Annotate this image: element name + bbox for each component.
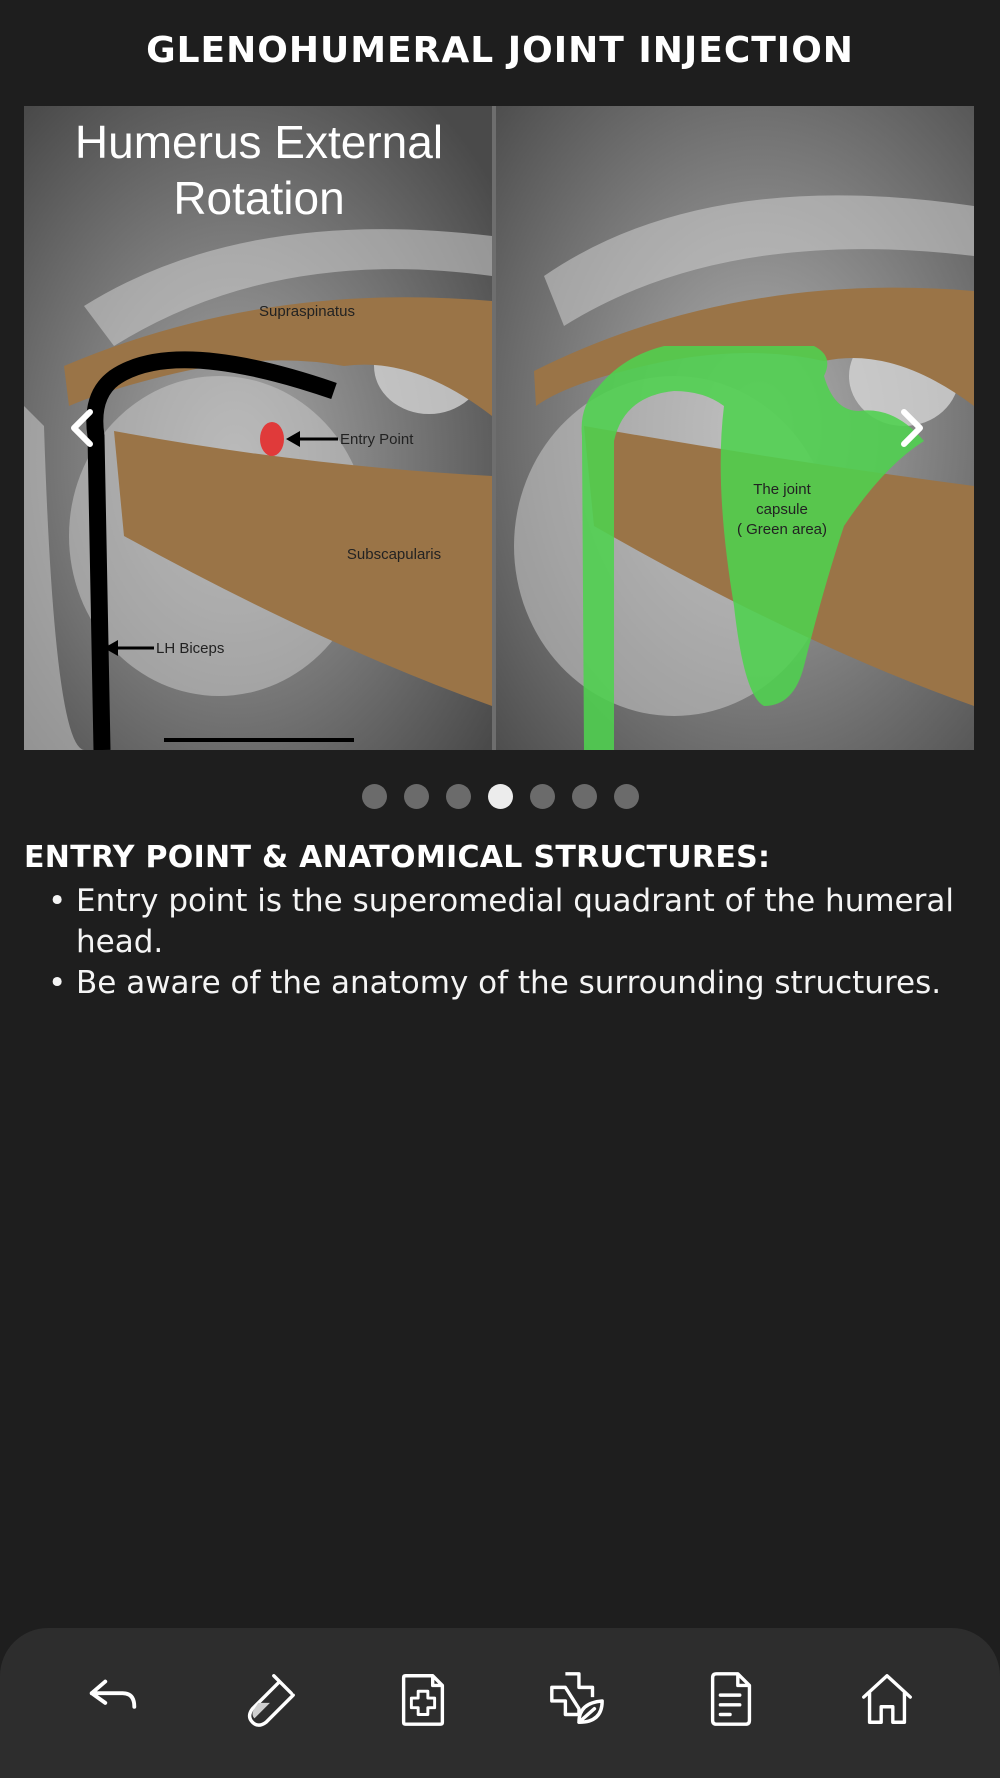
page-dot-3[interactable] (446, 784, 471, 809)
bullet-item (48, 963, 974, 1004)
notes-button[interactable] (692, 1659, 772, 1739)
bullet-list (24, 881, 974, 1004)
chevron-left-icon (66, 406, 98, 450)
subscapularis-label: Subscapularis (346, 546, 442, 563)
lh-biceps-label: LH Biceps (156, 640, 225, 657)
bullet-glyph: • (48, 883, 67, 919)
capsule-label-line1: The joint (753, 481, 811, 498)
next-slide-button[interactable] (890, 400, 934, 456)
test-tube-icon (237, 1668, 299, 1730)
page-dot-6[interactable] (572, 784, 597, 809)
capsule-label-line2: capsule (756, 501, 808, 518)
home-icon (856, 1668, 918, 1730)
page-dot-5[interactable] (530, 784, 555, 809)
page-dot-1[interactable] (362, 784, 387, 809)
document-icon (701, 1668, 763, 1730)
page-dot-7[interactable] (614, 784, 639, 809)
slide-title-line1: Humerus External (74, 116, 444, 168)
slide-title-line2: Rotation (173, 172, 345, 224)
previous-slide-button[interactable] (60, 400, 104, 456)
page-dot-2[interactable] (404, 784, 429, 809)
lab-tests-button[interactable] (228, 1659, 308, 1739)
page-dot-4[interactable] (488, 784, 513, 809)
info-section (24, 840, 974, 1004)
bottom-nav-bar (0, 1628, 1000, 1778)
supraspinatus-label: Supraspinatus (259, 303, 355, 320)
capsule-label-line3: ( Green area) (736, 521, 828, 538)
chevron-right-icon (896, 406, 928, 450)
page-title: GLENOHUMERAL JOINT INJECTION (146, 30, 854, 71)
back-arrow-icon (82, 1668, 144, 1730)
medical-record-button[interactable] (383, 1659, 463, 1739)
bullet-item (48, 881, 974, 963)
back-button[interactable] (73, 1659, 153, 1739)
bullet-text: Entry point is the superomedial quadrant of the humeral head. (76, 883, 954, 960)
home-button[interactable] (847, 1659, 927, 1739)
image-carousel[interactable] (24, 106, 974, 750)
carousel-pagination (0, 784, 1000, 809)
entry-point-label: Entry Point (340, 431, 414, 448)
medical-cross-leaf-icon (546, 1668, 608, 1730)
treatments-button[interactable] (537, 1659, 617, 1739)
bullet-text: Be aware of the anatomy of the surrounding structures. (76, 965, 942, 1001)
shoulder-xray-illustration (24, 106, 974, 750)
medical-document-icon (392, 1668, 454, 1730)
section-title: ENTRY POINT & ANATOMICAL STRUCTURES: (24, 840, 771, 875)
bullet-glyph: • (48, 965, 67, 1001)
